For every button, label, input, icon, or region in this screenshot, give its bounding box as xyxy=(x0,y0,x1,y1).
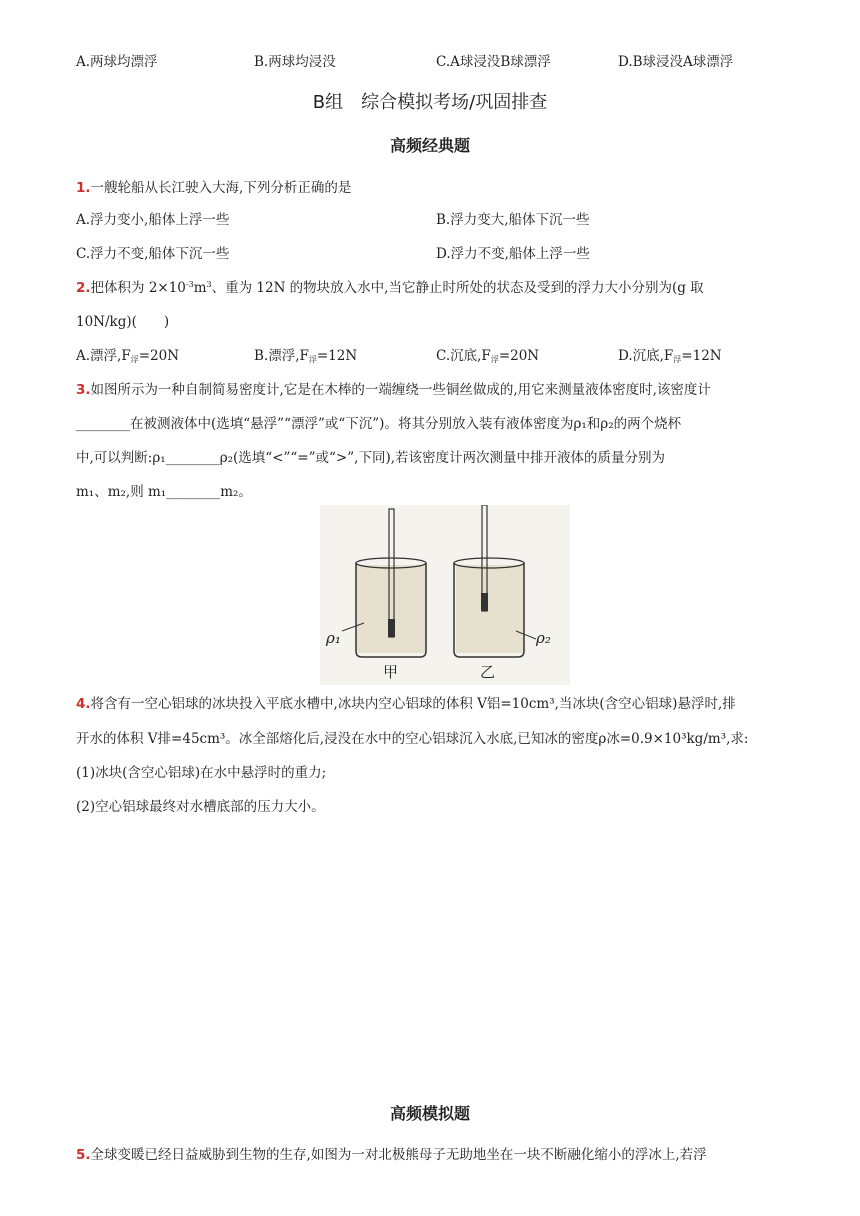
question-number: 5. xyxy=(76,1147,91,1163)
question-3-stem: 3.如图所示为一种自制简易密度计,它是在木棒的一端缠绕一些铜丝做成的,用它来测量液体密度时,该密度计 xyxy=(76,382,711,398)
question-4-sub1: (1)冰块(含空心铝球)在水中悬浮时的重力; xyxy=(76,765,327,781)
question-number: 2. xyxy=(76,280,91,296)
option-d-prev: D.B球浸没A球漂浮 xyxy=(618,54,734,70)
section-title-simulation: 高频模拟题 xyxy=(389,1104,470,1123)
q1-option-a: A.浮力变小,船体上浮一些 xyxy=(76,212,230,228)
q2-option-d: D.沉底$,F_浮=12N$ xyxy=(618,348,722,364)
q1-option-c: C.浮力不变,船体下沉一些 xyxy=(76,246,230,262)
question-3-line2: ________在被测液体中(选填“悬浮”“漂浮”或“下沉”)。将其分别放入装有液体密度为ρ₁和ρ₂的两个烧杯 xyxy=(76,416,682,432)
q2-option-a: A.漂浮$,F_浮=20N$ xyxy=(76,348,180,364)
beaker-right-caption: 乙 xyxy=(480,663,496,681)
question-4-sub2: (2)空心铝球最终对水槽底部的压力大小。 xyxy=(76,799,325,815)
question-2-stem: 2.把体积为 $2\times 10^{-3}m^3$、重为 12N 的物块放入水中,当它静止时所处的状态及受到的浮力大小分别为(g 取 xyxy=(76,280,704,296)
option-c-prev: C.A球浸没B球漂浮 xyxy=(436,54,551,70)
question-2-line2: 10N/kg)( ) xyxy=(76,314,170,330)
option-b-prev: B.两球均浸没 xyxy=(254,54,336,70)
group-title: B组 综合模拟考场/巩固排查 xyxy=(312,92,548,113)
rho2-label: ρ₂ xyxy=(536,629,551,647)
rho1-label: ρ₁ xyxy=(326,629,341,647)
question-number: 3. xyxy=(76,382,91,398)
section-title-classic: 高频经典题 xyxy=(389,136,470,155)
question-4-line2: 开水的体积 V排=45cm³。冰全部熔化后,浸没在水中的空心铝球沉入水底,已知冰的密度ρ冰=0.9×10³kg/m³,求: xyxy=(76,731,749,747)
q2-option-c: C.沉底$,F_浮=20N$ xyxy=(436,348,540,364)
question-5-stem: 5.全球变暖已经日益威胁到生物的生存,如图为一对北极熊母子无助地坐在一块不断融化缩小的浮冰上,若浮 xyxy=(76,1147,707,1163)
beaker-left-caption: 甲 xyxy=(383,663,399,681)
question-number: 4. xyxy=(76,696,91,712)
question-4-stem: 4.将含有一空心铝球的冰块投入平底水槽中,冰块内空心铝球的体积 V铝=10cm³,当冰块(含空心铝球)悬浮时,排 xyxy=(76,696,736,712)
question-1-stem: 1.一艘轮船从长江驶入大海,下列分析正确的是 xyxy=(76,180,352,196)
question-number: 1. xyxy=(76,180,91,196)
beakers-illustration xyxy=(320,505,570,685)
densimeter-figure xyxy=(320,505,570,685)
question-3-line4: m₁、m₂,则 m₁________m₂。 xyxy=(76,484,252,500)
question-3-line3: 中,可以判断:ρ₁________ρ₂(选填“<”“=”或“>”,下同),若该密度计两次测量中排开液体的质量分别为 xyxy=(76,450,665,466)
q2-option-b: B.漂浮$,F_浮=12N$ xyxy=(254,348,358,364)
q1-option-d: D.浮力不变,船体上浮一些 xyxy=(436,246,590,262)
option-a-prev: A.两球均漂浮 xyxy=(76,54,158,70)
q1-option-b: B.浮力变大,船体下沉一些 xyxy=(436,212,590,228)
